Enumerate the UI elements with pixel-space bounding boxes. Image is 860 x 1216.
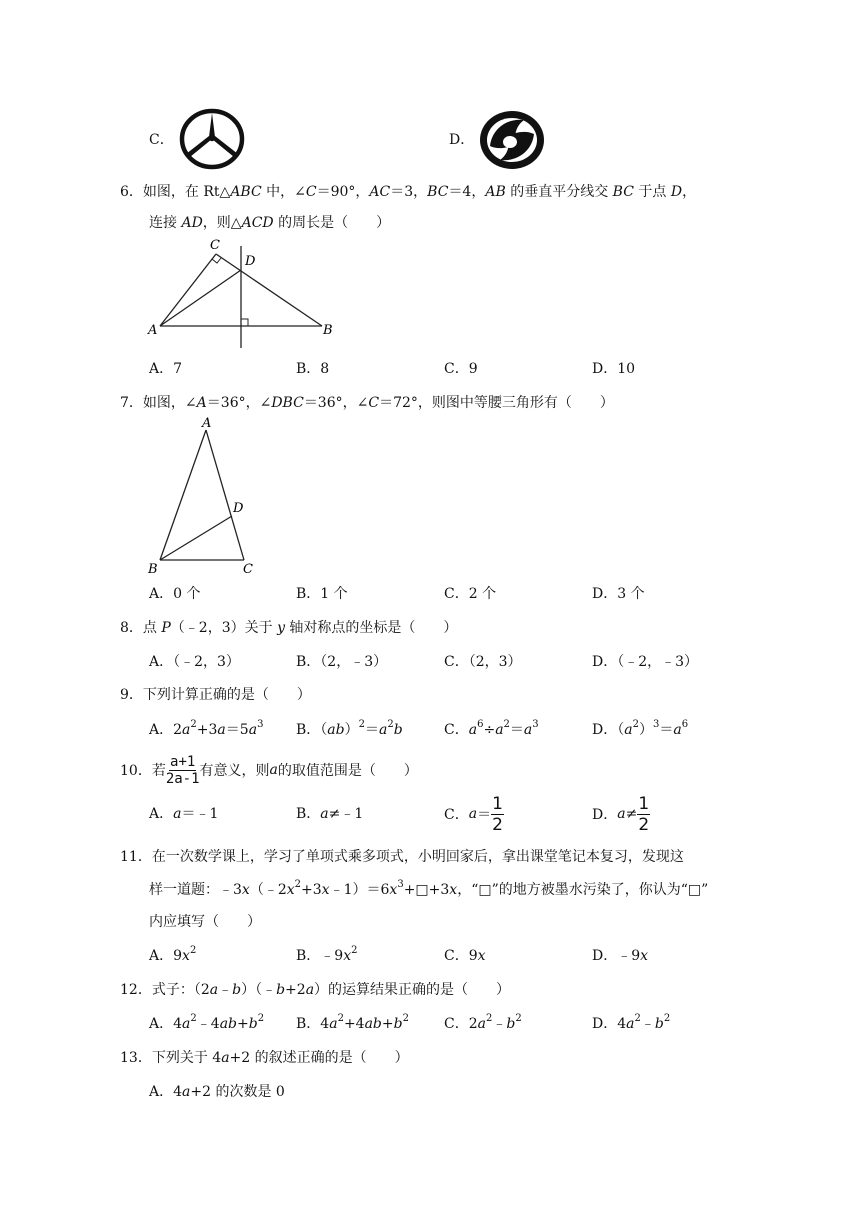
q10-fraction: $\frac{a+1}{2a-1}$ xyxy=(165,753,200,787)
question-9-stem: 9．下列计算正确的是（ ） xyxy=(120,687,311,703)
question-12-stem: 12．式子：（2a﹣b）（﹣b+2a）的运算结果正确的是（ ） xyxy=(120,982,511,998)
question-11-line-3: 内应填写（ ） xyxy=(149,914,261,930)
question-6-line-1: 6．如图，在 Rt△ABC 中，∠C＝90°，AC＝3，BC＝4，AB 的垂直平分线交 BC 于点 D， xyxy=(120,184,697,200)
q12-option-b: B．$4a^2+4ab+b^2$ xyxy=(296,1013,409,1032)
q7-label-b: B xyxy=(148,562,158,577)
q10-option-c: C． a ＝ $\frac{1}{2}$ xyxy=(444,793,503,835)
q7-label-d: D xyxy=(233,501,244,516)
q7-label-a: A xyxy=(202,416,212,431)
option-d-label: D． xyxy=(449,132,475,148)
q7-triangle-figure xyxy=(140,416,270,580)
q9-option-b: B．$(ab)^2=a^2b$ xyxy=(296,719,403,738)
q8-option-a: A．（﹣2，3） xyxy=(149,654,240,670)
option-c-label: C． xyxy=(149,132,174,148)
q9-option-a: A．$2a^2+3a=5a^3$ xyxy=(149,719,264,738)
q6-label-a: A xyxy=(148,323,158,338)
three-pointed-star-icon xyxy=(178,107,246,171)
ring-logo-icon xyxy=(476,108,548,172)
q11-option-b: B．$﹣9x^2$ xyxy=(296,945,358,964)
q8-option-b: B．（2，﹣3） xyxy=(296,654,388,670)
q6-option-c: C．9 xyxy=(444,361,478,377)
q13-option-a: A．4a+2 的次数是 0 xyxy=(149,1084,285,1100)
q12-option-c: C．$2a^2﹣b^2$ xyxy=(444,1013,522,1032)
q9-option-d: D．$(a^2)^3=a^6$ xyxy=(592,719,689,738)
q6-label-b: B xyxy=(323,323,333,338)
q6-label-c: C xyxy=(210,238,220,253)
q6-label-d: D xyxy=(245,254,256,269)
q10-option-a: A．a＝﹣1 xyxy=(149,806,219,822)
q6-triangle-figure xyxy=(140,232,340,356)
question-7-stem: 7．如图，∠A＝36°，∠DBC＝36°，∠C＝72°，则图中等腰三角形有（ ） xyxy=(120,395,614,411)
q11-option-a: A．$9x^2$ xyxy=(149,945,197,964)
q8-option-d: D．（﹣2，﹣3） xyxy=(592,654,699,670)
q7-option-a: A．0 个 xyxy=(149,586,201,602)
q6-option-d: D．10 xyxy=(592,361,636,377)
q7-option-b: B．1 个 xyxy=(296,586,348,602)
q12-option-d: D．$4a^2﹣b^2$ xyxy=(592,1013,671,1032)
q10-option-d: D． a ≠ $\frac{1}{2}$ xyxy=(592,793,650,835)
question-6-line-2: 连接 AD，则△ACD 的周长是（ ） xyxy=(149,215,391,231)
question-13-stem: 13．下列关于 4a+2 的叙述正确的是（ ） xyxy=(120,1050,409,1066)
question-8-stem: 8．点 P（﹣2，3）关于 y 轴对称点的坐标是（ ） xyxy=(120,620,458,636)
q12-option-a: A．$4a^2﹣4ab+b^2$ xyxy=(149,1013,265,1032)
q6-option-a: A．7 xyxy=(149,361,183,377)
q7-label-c: C xyxy=(243,562,253,577)
q9-option-c: C．$a^6\div a^2=a^3$ xyxy=(444,719,539,738)
q8-option-c: C．（2，3） xyxy=(444,654,522,670)
q7-option-d: D．3 个 xyxy=(592,586,645,602)
q11-option-d: D．﹣9x xyxy=(592,948,649,964)
q6-option-b: B．8 xyxy=(296,361,330,377)
question-11-line-1: 11．在一次数学课上，学习了单项式乘多项式，小明回家后，拿出课堂笔记本复习，发现这 xyxy=(120,849,684,865)
q7-option-c: C．2 个 xyxy=(444,586,497,602)
question-11-line-2: 样一道题：$﹣3x(﹣2x^2+3x﹣1)=6x^3+□+3x$，“□”的地方被墨水污染了，你认为“□” xyxy=(149,879,709,898)
q11-option-c: C．9x xyxy=(444,948,486,964)
q10-option-b: B．a≠﹣1 xyxy=(296,806,364,822)
question-10-stem: 10． 若 $\frac{a+1}{2a-1}$ 有意义，则 a 的取值范围是（ ） xyxy=(120,753,418,787)
